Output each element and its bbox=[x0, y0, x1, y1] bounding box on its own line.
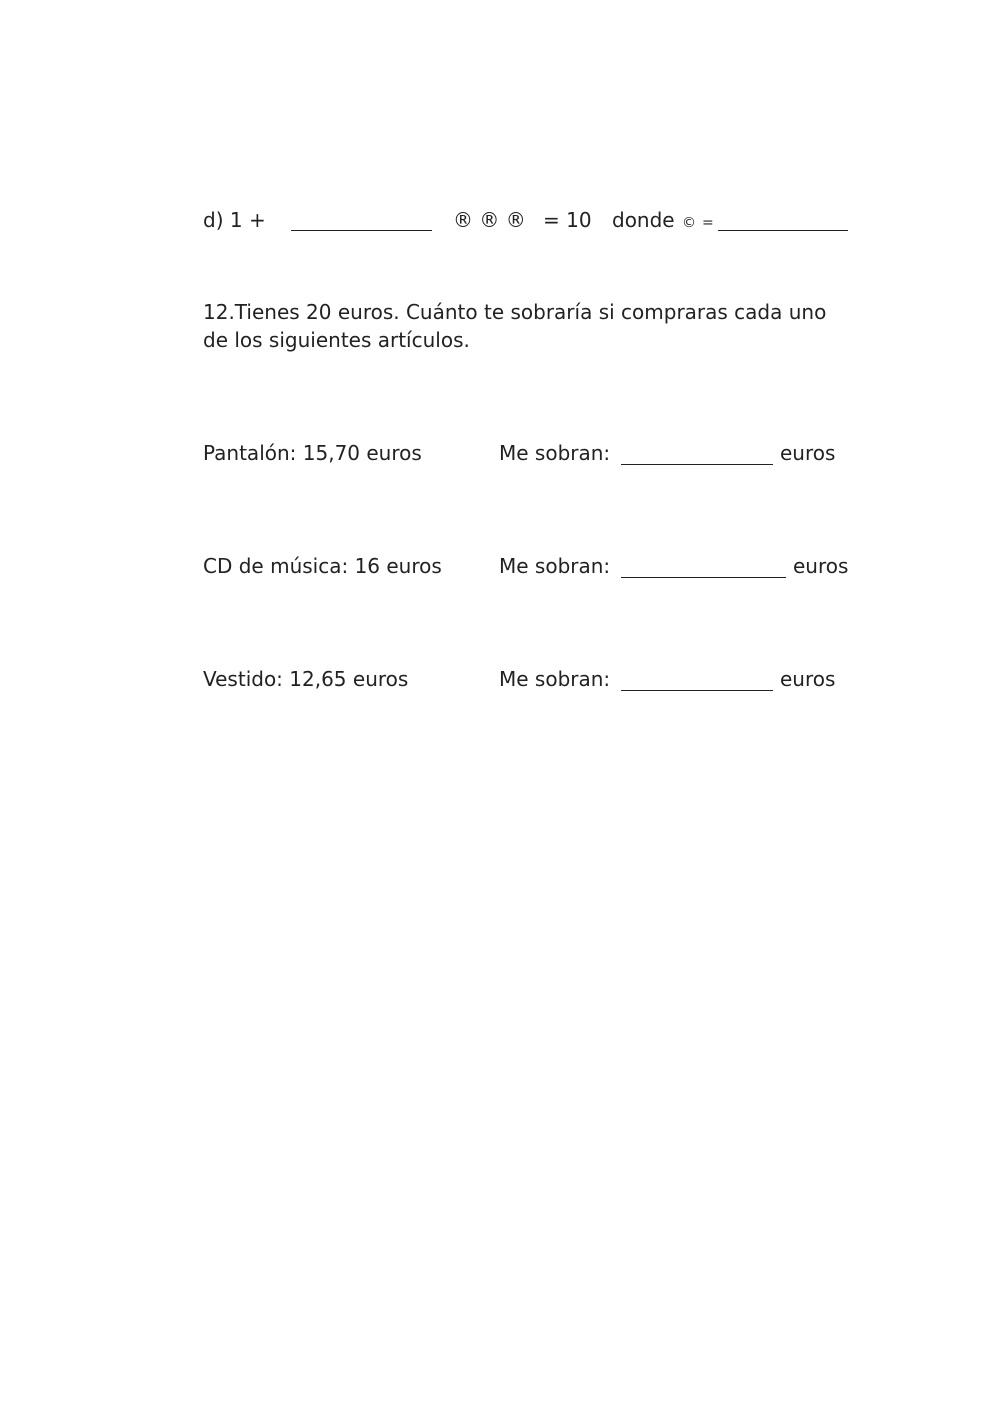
problem-text-line-1: 12.Tienes 20 euros. Cuánto te sobraría si compraras cada uno bbox=[203, 300, 827, 324]
item-answer-blank[interactable] bbox=[621, 559, 786, 578]
item-label: Vestido: 12,65 euros bbox=[203, 667, 409, 691]
item-answer-label: Me sobran: bbox=[499, 441, 611, 465]
equation-prefix: d) 1 + bbox=[203, 208, 266, 232]
equation-equals: = 10 bbox=[543, 208, 592, 232]
problem-text-line-2: de los siguientes artículos. bbox=[203, 328, 470, 352]
item-answer-blank[interactable] bbox=[621, 672, 773, 691]
equation-row bbox=[203, 210, 266, 230]
problem-text bbox=[203, 298, 863, 354]
copyright-symbol: © bbox=[682, 215, 696, 231]
item-unit: euros bbox=[780, 441, 836, 465]
small-equals: = bbox=[702, 215, 714, 231]
item-unit: euros bbox=[793, 554, 849, 578]
equation-symbols: ® ® ® bbox=[453, 208, 526, 232]
item-label: Pantalón: 15,70 euros bbox=[203, 441, 422, 465]
item-answer-blank[interactable] bbox=[621, 446, 773, 465]
item-answer-label: Me sobran: bbox=[499, 554, 611, 578]
equation-blank-1[interactable] bbox=[291, 212, 432, 231]
equation-blank-2[interactable] bbox=[718, 212, 848, 231]
item-label: CD de música: 16 euros bbox=[203, 554, 442, 578]
item-unit: euros bbox=[780, 667, 836, 691]
item-answer-label: Me sobran: bbox=[499, 667, 611, 691]
equation-where: donde bbox=[612, 208, 675, 232]
